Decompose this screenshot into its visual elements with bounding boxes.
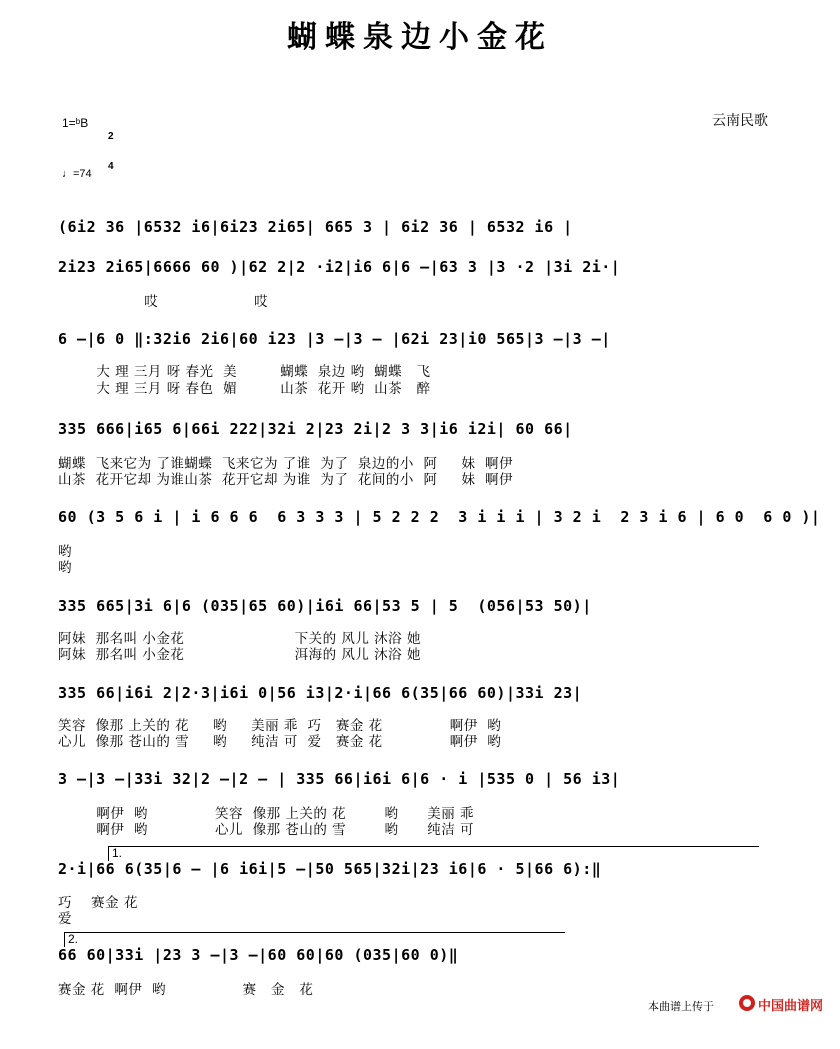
lyric-line-7-verse-2: 心儿 像那 苍山的 雪 哟 纯洁 可 爱 赛金 花 啊伊 哟 bbox=[58, 734, 502, 750]
site-logo[interactable] bbox=[738, 992, 834, 1014]
notation-line-10: 66 60|33i |23 3 —|3 —|60 60|60 (035|60 0)‖ bbox=[58, 946, 459, 964]
notation-line-1: (6i2 36 |6532 i6|6i23 2i65| 665 3 | 6i2 36 | 6532 i6 | bbox=[58, 218, 573, 236]
notation-line-8: 3 —|3 —|33i 32|2 —|2 — | 335 66|i6i 6|6 · i |535 0 | 56 i3| bbox=[58, 770, 621, 788]
lyric-line-5-verse-2: 哟 bbox=[58, 560, 72, 576]
lyric-line-6-verse-2: 阿妹 那名叫 小金花 洱海的 风儿 沐浴 她 bbox=[58, 647, 421, 663]
lyric-line-9-verse-2: 爱 bbox=[58, 911, 72, 927]
volta-bracket-2 bbox=[64, 932, 565, 947]
notation-line-6: 335 665|3i 6|6 (035|65 60)|i6i 66|53 5 | 5 (056|53 50)| bbox=[58, 597, 592, 615]
volta-bracket-1 bbox=[108, 846, 759, 861]
notation-line-9: 2·i|66 6(35|6 — |6 i6i|5 —|50 565|32i|23 i6|6 · 5|66 6):‖ bbox=[58, 860, 602, 878]
lyric-line-3-verse-1: 大 理 三月 呀 春光 美 蝴蝶 泉边 哟 蝴蝶 飞 bbox=[58, 364, 431, 380]
time-signature-top: 2 bbox=[108, 131, 114, 142]
lyric-line-4-verse-2: 山茶 花开它却 为谁山茶 花开它却 为谁 为了 花间的小 阿 妹 啊伊 bbox=[58, 472, 514, 488]
lyric-line-2-verse-1: 哎 哎 bbox=[58, 294, 269, 310]
logo-text: 中国曲谱网 bbox=[758, 998, 824, 1013]
lyric-line-3-verse-2: 大 理 三月 呀 春色 媚 山茶 花开 哟 山茶 醉 bbox=[58, 381, 431, 397]
notation-line-2: 2i23 2i65|6666 60 )|62 2|2 ·i2|i6 6|6 —|63 3 |3 ·2 |3i 2i·| bbox=[58, 258, 621, 276]
volta-label-2: 2. bbox=[68, 932, 79, 946]
lyric-line-4-verse-1: 蝴蝶 飞来它为 了谁蝴蝶 飞来它为 了谁 为了 泉边的小 阿 妹 啊伊 bbox=[58, 456, 514, 472]
source-label: 云南民歌 bbox=[712, 112, 768, 128]
notation-line-5: 60 (3 5 6 i | i 6 6 6 6 3 3 3 | 5 2 2 2 3 i i i | 3 2 i 2 3 i 6 | 6 0 6 0 )| bbox=[58, 508, 821, 526]
volta-label-1: 1. bbox=[112, 846, 123, 860]
upload-notice: 本曲谱上传于 bbox=[648, 1001, 714, 1013]
notation-line-4: 335 666|i65 6|66i 222|32i 2|23 2i|2 3 3|i6 i2i| 60 66| bbox=[58, 420, 573, 438]
notation-line-3: 6 —|6 0 ‖:32i6 2i6|60 i23 |3 —|3 — |62i 23|i0 565|3 —|3 —| bbox=[58, 330, 611, 348]
score-title: 蝴蝶泉边小金花 bbox=[287, 20, 553, 55]
time-signature-bottom: 4 bbox=[108, 161, 114, 172]
notation-line-7: 335 66|i6i 2|2·3|i6i 0|56 i3|2·i|66 6(35|66 60)|33i 23| bbox=[58, 684, 583, 702]
lyric-line-5-verse-1: 哟 bbox=[58, 544, 72, 560]
key-signature: 1=ᵇB bbox=[62, 116, 89, 130]
logo-mark-icon bbox=[738, 994, 756, 1012]
lyric-line-8-verse-2: 啊伊 哟 心儿 像那 苍山的 雪 哟 纯洁 可 bbox=[58, 822, 475, 838]
lyric-line-6-verse-1: 阿妹 那名叫 小金花 下关的 风儿 沐浴 她 bbox=[58, 631, 421, 647]
lyric-line-10-verse-1: 赛金 花 啊伊 哟 赛 金 花 bbox=[58, 982, 314, 998]
tempo-marking: ♩=74 bbox=[62, 168, 92, 180]
time-signature bbox=[108, 112, 114, 182]
lyric-line-9-verse-1: 巧 赛金 花 bbox=[58, 895, 138, 911]
lyric-line-7-verse-1: 笑容 像那 上关的 花 哟 美丽 乖 巧 赛金 花 啊伊 哟 bbox=[58, 718, 502, 734]
lyric-line-8-verse-1: 啊伊 哟 笑容 像那 上关的 花 哟 美丽 乖 bbox=[58, 806, 475, 822]
